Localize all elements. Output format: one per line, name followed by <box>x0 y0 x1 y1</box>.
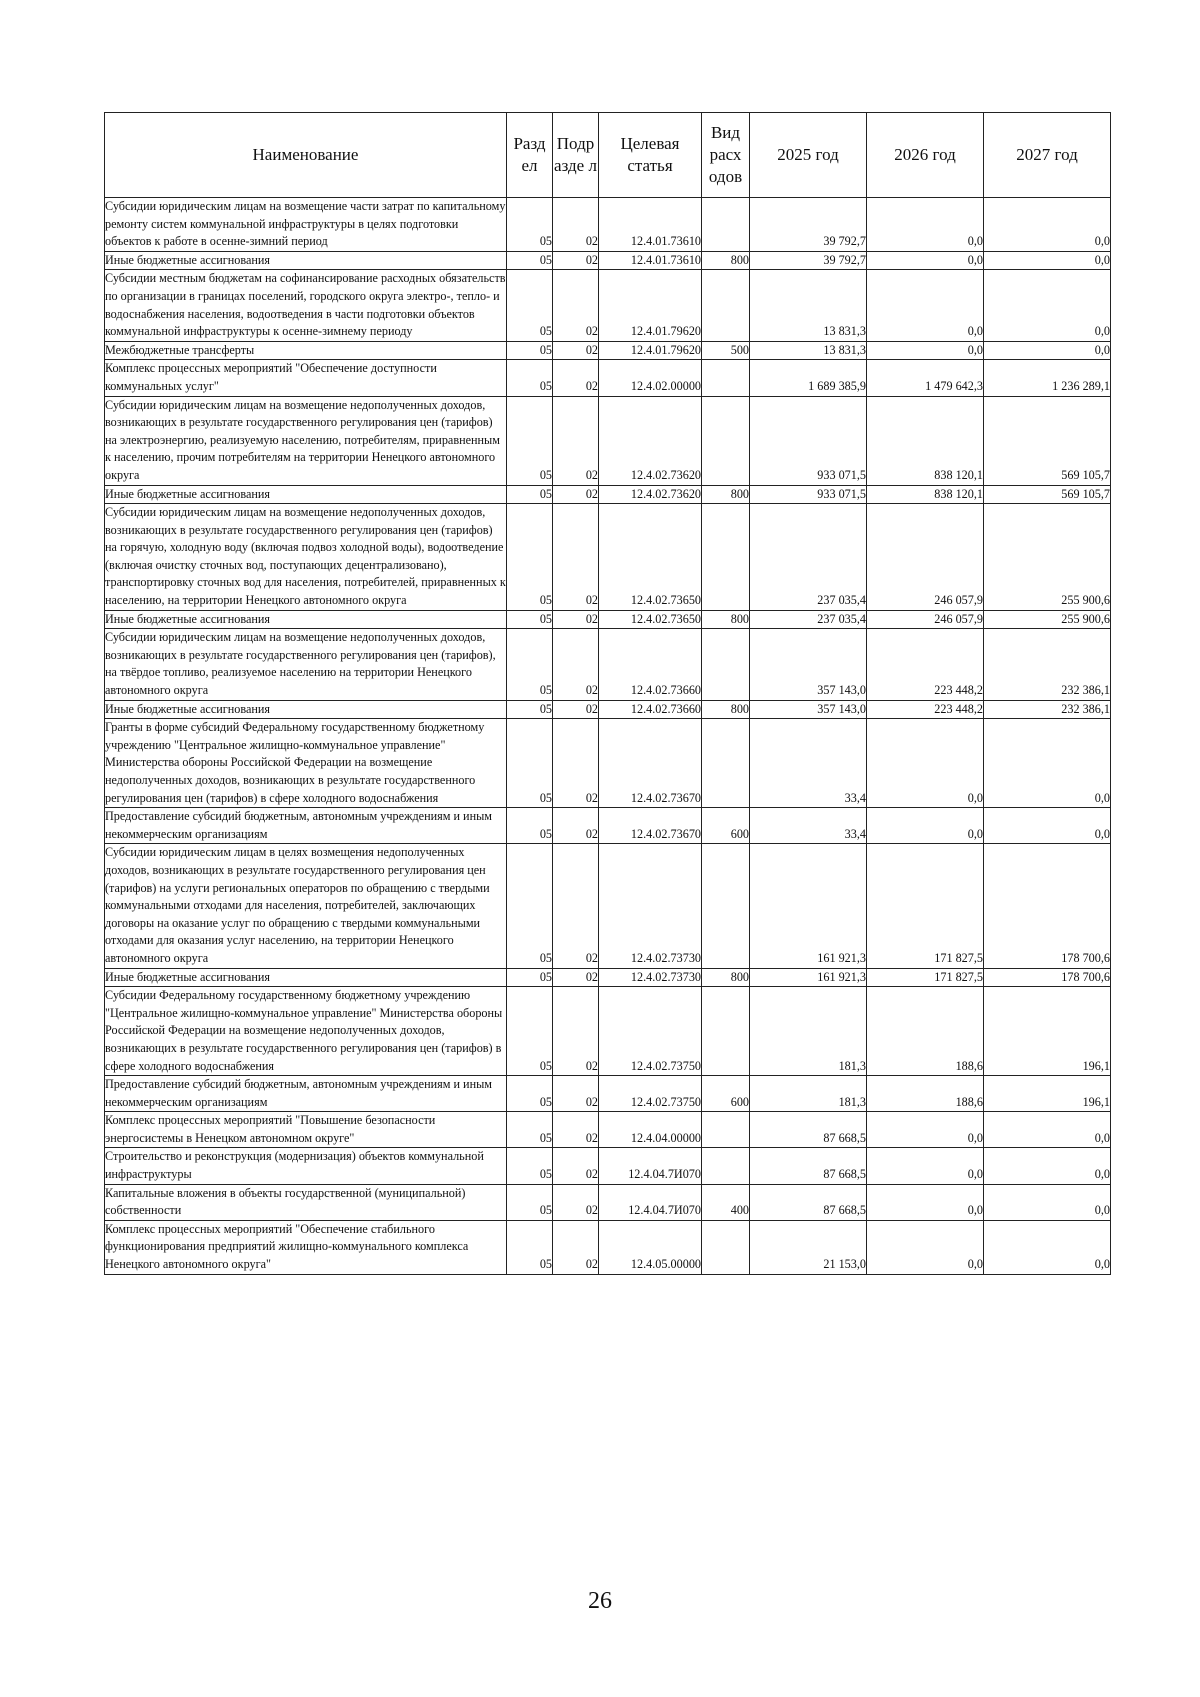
row-2027: 0,0 <box>984 1184 1111 1220</box>
row-2026: 223 448,2 <box>867 629 984 700</box>
row-2027: 255 900,6 <box>984 504 1111 611</box>
row-2027: 0,0 <box>984 198 1111 252</box>
row-expense-type: 800 <box>702 251 750 270</box>
row-name: Субсидии юридическим лицам на возмещение недополученных доходов, возникающих в результате государственного регулирования цен (тарифов) на горячую, холодную воду (включая подвоз холодной воды), водоотведение (включая очистку сточных вод, поступающих децентрализовано), транспортировку сточных вод для населения, потребителей, приравненных к населению, на территории Ненецкого автономного округа <box>105 504 507 611</box>
row-target: 12.4.04.7И070 <box>599 1184 702 1220</box>
row-subsection: 02 <box>553 629 599 700</box>
table-row <box>105 987 1111 1076</box>
row-target: 12.4.02.73650 <box>599 610 702 629</box>
row-expense-type <box>702 396 750 485</box>
row-target: 12.4.04.00000 <box>599 1112 702 1148</box>
table-row <box>105 1184 1111 1220</box>
row-2025: 237 035,4 <box>750 610 867 629</box>
row-name: Предоставление субсидий бюджетным, автономным учреждениям и иным некоммерческим организациям <box>105 1076 507 1112</box>
row-section: 05 <box>507 341 553 360</box>
table-row <box>105 396 1111 485</box>
row-section: 05 <box>507 968 553 987</box>
row-subsection: 02 <box>553 1220 599 1274</box>
row-expense-type <box>702 844 750 968</box>
table-row <box>105 1112 1111 1148</box>
row-2025: 357 143,0 <box>750 700 867 719</box>
row-target: 12.4.02.73750 <box>599 987 702 1076</box>
budget-table <box>104 112 1111 1275</box>
row-2027: 0,0 <box>984 1220 1111 1274</box>
table-row <box>105 504 1111 611</box>
row-subsection: 02 <box>553 270 599 341</box>
row-2027: 569 105,7 <box>984 396 1111 485</box>
row-expense-type <box>702 270 750 341</box>
row-target: 12.4.01.73610 <box>599 198 702 252</box>
row-2025: 39 792,7 <box>750 251 867 270</box>
row-name: Капитальные вложения в объекты государственной (муниципальной) собственности <box>105 1184 507 1220</box>
row-2027: 0,0 <box>984 1112 1111 1148</box>
row-2025: 161 921,3 <box>750 968 867 987</box>
row-target: 12.4.02.00000 <box>599 360 702 396</box>
row-name: Иные бюджетные ассигнования <box>105 700 507 719</box>
row-section: 05 <box>507 1220 553 1274</box>
row-2026: 0,0 <box>867 1184 984 1220</box>
row-2026: 246 057,9 <box>867 610 984 629</box>
row-2027: 569 105,7 <box>984 485 1111 504</box>
row-subsection: 02 <box>553 844 599 968</box>
row-target: 12.4.01.79620 <box>599 341 702 360</box>
row-2025: 13 831,3 <box>750 341 867 360</box>
row-2026: 0,0 <box>867 341 984 360</box>
table-row <box>105 270 1111 341</box>
row-2027: 232 386,1 <box>984 629 1111 700</box>
header-2026: 2026 год <box>867 113 984 198</box>
row-name: Субсидии местным бюджетам на софинансирование расходных обязательств по организации в границах поселений, городского округа электро-, тепло- и водоснабжения населения, водоотведения в части подготовки объектов коммунальной инфраструктуры к осенне-зимнему периоду <box>105 270 507 341</box>
row-target: 12.4.01.79620 <box>599 270 702 341</box>
row-expense-type <box>702 1112 750 1148</box>
row-target: 12.4.02.73660 <box>599 700 702 719</box>
row-2025: 13 831,3 <box>750 270 867 341</box>
row-2025: 181,3 <box>750 1076 867 1112</box>
table-row <box>105 629 1111 700</box>
row-name: Межбюджетные трансферты <box>105 341 507 360</box>
row-subsection: 02 <box>553 504 599 611</box>
table-row <box>105 719 1111 808</box>
row-section: 05 <box>507 396 553 485</box>
header-expense-type: Вид расх одов <box>702 113 750 198</box>
row-target: 12.4.05.00000 <box>599 1220 702 1274</box>
row-target: 12.4.02.73660 <box>599 629 702 700</box>
row-subsection: 02 <box>553 719 599 808</box>
row-2026: 0,0 <box>867 251 984 270</box>
row-expense-type: 600 <box>702 1076 750 1112</box>
row-2025: 87 668,5 <box>750 1184 867 1220</box>
row-name: Иные бюджетные ассигнования <box>105 251 507 270</box>
row-subsection: 02 <box>553 198 599 252</box>
row-2026: 0,0 <box>867 198 984 252</box>
row-2025: 1 689 385,9 <box>750 360 867 396</box>
row-2026: 0,0 <box>867 1148 984 1184</box>
row-subsection: 02 <box>553 341 599 360</box>
row-name: Строительство и реконструкция (модернизация) объектов коммунальной инфраструктуры <box>105 1148 507 1184</box>
row-2027: 255 900,6 <box>984 610 1111 629</box>
row-target: 12.4.01.73610 <box>599 251 702 270</box>
row-name: Иные бюджетные ассигнования <box>105 968 507 987</box>
row-2025: 357 143,0 <box>750 629 867 700</box>
header-target: Целевая статья <box>599 113 702 198</box>
row-name: Субсидии юридическим лицам на возмещение недополученных доходов, возникающих в результате государственного регулирования цен (тарифов), на твёрдое топливо, реализуемое населению на территории Ненецкого автономного округа <box>105 629 507 700</box>
table-row <box>105 968 1111 987</box>
row-expense-type <box>702 629 750 700</box>
row-name: Субсидии юридическим лицам на возмещение части затрат по капитальному ремонту систем коммунальной инфраструктуры в целях подготовки объектов к работе в осенне-зимний период <box>105 198 507 252</box>
row-section: 05 <box>507 1076 553 1112</box>
table-row <box>105 1148 1111 1184</box>
row-subsection: 02 <box>553 485 599 504</box>
row-2025: 181,3 <box>750 987 867 1076</box>
row-section: 05 <box>507 360 553 396</box>
row-section: 05 <box>507 610 553 629</box>
row-section: 05 <box>507 251 553 270</box>
row-expense-type <box>702 360 750 396</box>
row-2026: 0,0 <box>867 808 984 844</box>
row-target: 12.4.02.73670 <box>599 719 702 808</box>
row-2026: 0,0 <box>867 270 984 341</box>
row-2026: 0,0 <box>867 1220 984 1274</box>
row-2027: 0,0 <box>984 808 1111 844</box>
table-row <box>105 341 1111 360</box>
row-subsection: 02 <box>553 251 599 270</box>
row-2025: 87 668,5 <box>750 1148 867 1184</box>
row-2026: 171 827,5 <box>867 968 984 987</box>
row-section: 05 <box>507 504 553 611</box>
row-2026: 1 479 642,3 <box>867 360 984 396</box>
row-subsection: 02 <box>553 360 599 396</box>
table-row <box>105 1220 1111 1274</box>
row-2025: 33,4 <box>750 719 867 808</box>
row-expense-type: 600 <box>702 808 750 844</box>
row-name: Комплекс процессных мероприятий "Повышение безопасности энергосистемы в Ненецком автономном округе" <box>105 1112 507 1148</box>
row-subsection: 02 <box>553 987 599 1076</box>
table-row <box>105 844 1111 968</box>
row-subsection: 02 <box>553 1148 599 1184</box>
row-target: 12.4.02.73670 <box>599 808 702 844</box>
table-row <box>105 251 1111 270</box>
row-name: Субсидии Федеральному государственному бюджетному учреждению "Центральное жилищно-коммунальное управление" Министерства обороны Российской Федерации на возмещение недополученных доходов, возникающих в результате государственного регулирования цен (тарифов) в сфере холодного водоснабжения <box>105 987 507 1076</box>
table-row <box>105 610 1111 629</box>
row-subsection: 02 <box>553 396 599 485</box>
table-header-row <box>105 113 1111 198</box>
row-2025: 87 668,5 <box>750 1112 867 1148</box>
row-section: 05 <box>507 198 553 252</box>
row-2026: 171 827,5 <box>867 844 984 968</box>
row-section: 05 <box>507 1148 553 1184</box>
row-expense-type <box>702 987 750 1076</box>
table-body <box>105 198 1111 1275</box>
page-number: 26 <box>588 1588 612 1614</box>
row-2027: 0,0 <box>984 1148 1111 1184</box>
row-2027: 196,1 <box>984 1076 1111 1112</box>
row-name: Комплекс процессных мероприятий "Обеспечение доступности коммунальных услуг" <box>105 360 507 396</box>
row-name: Комплекс процессных мероприятий "Обеспечение стабильного функционирования предприятий жилищно-коммунального комплекса Ненецкого автономного округа" <box>105 1220 507 1274</box>
row-2027: 196,1 <box>984 987 1111 1076</box>
row-target: 12.4.02.73730 <box>599 968 702 987</box>
row-2025: 33,4 <box>750 808 867 844</box>
row-expense-type <box>702 1220 750 1274</box>
budget-sheet <box>104 112 1110 1275</box>
row-subsection: 02 <box>553 610 599 629</box>
row-2027: 232 386,1 <box>984 700 1111 719</box>
row-name: Иные бюджетные ассигнования <box>105 610 507 629</box>
row-name: Предоставление субсидий бюджетным, автономным учреждениям и иным некоммерческим организациям <box>105 808 507 844</box>
row-section: 05 <box>507 270 553 341</box>
row-2026: 0,0 <box>867 719 984 808</box>
row-target: 12.4.04.7И070 <box>599 1148 702 1184</box>
row-target: 12.4.02.73730 <box>599 844 702 968</box>
row-expense-type: 800 <box>702 485 750 504</box>
row-target: 12.4.02.73750 <box>599 1076 702 1112</box>
header-2025: 2025 год <box>750 113 867 198</box>
header-2027: 2027 год <box>984 113 1111 198</box>
row-2027: 178 700,6 <box>984 968 1111 987</box>
row-subsection: 02 <box>553 700 599 719</box>
row-2026: 188,6 <box>867 1076 984 1112</box>
row-section: 05 <box>507 485 553 504</box>
row-name: Иные бюджетные ассигнования <box>105 485 507 504</box>
row-section: 05 <box>507 1112 553 1148</box>
row-2027: 0,0 <box>984 341 1111 360</box>
table-row <box>105 198 1111 252</box>
row-section: 05 <box>507 987 553 1076</box>
row-name: Гранты в форме субсидий Федеральному государственному бюджетному учреждению "Центральное жилищно-коммунальное управление" Министерства обороны Российской Федерации на возмещение недополученных доходов, возникающих в результате государственного регулирования цен (тарифов) в сфере холодного водоснабжения <box>105 719 507 808</box>
header-name: Наименование <box>105 113 507 198</box>
row-2025: 21 153,0 <box>750 1220 867 1274</box>
table-row <box>105 1076 1111 1112</box>
row-2027: 1 236 289,1 <box>984 360 1111 396</box>
row-name: Субсидии юридическим лицам в целях возмещения недополученных доходов, возникающих в результате государственного регулирования цен (тарифов) на услуги региональных операторов по обращению с твердыми коммунальными отходами для населения, потребителей, заключающих договоры на оказание услуг по обращению с твердыми коммунальными отходами для оказания услуг населению, на территории Ненецкого автономного округа <box>105 844 507 968</box>
table-row <box>105 808 1111 844</box>
row-2027: 0,0 <box>984 270 1111 341</box>
row-2027: 178 700,6 <box>984 844 1111 968</box>
row-section: 05 <box>507 1184 553 1220</box>
row-subsection: 02 <box>553 1076 599 1112</box>
table-row <box>105 360 1111 396</box>
row-expense-type: 400 <box>702 1184 750 1220</box>
row-2025: 161 921,3 <box>750 844 867 968</box>
row-expense-type: 800 <box>702 700 750 719</box>
row-2025: 39 792,7 <box>750 198 867 252</box>
table-row <box>105 485 1111 504</box>
row-name: Субсидии юридическим лицам на возмещение недополученных доходов, возникающих в результате государственного регулирования цен (тарифов) на электроэнергию, реализуемую населению, потребителям, приравненным к населению, прочим потребителям на территории Ненецкого автономного округа <box>105 396 507 485</box>
row-2025: 237 035,4 <box>750 504 867 611</box>
table-row <box>105 700 1111 719</box>
row-target: 12.4.02.73620 <box>599 396 702 485</box>
header-subsection: Подр азде л <box>553 113 599 198</box>
row-2026: 838 120,1 <box>867 396 984 485</box>
row-subsection: 02 <box>553 968 599 987</box>
row-2027: 0,0 <box>984 719 1111 808</box>
row-expense-type <box>702 1148 750 1184</box>
row-2026: 0,0 <box>867 1112 984 1148</box>
row-2026: 838 120,1 <box>867 485 984 504</box>
row-2025: 933 071,5 <box>750 485 867 504</box>
row-2026: 188,6 <box>867 987 984 1076</box>
row-expense-type: 800 <box>702 968 750 987</box>
row-subsection: 02 <box>553 1112 599 1148</box>
row-expense-type <box>702 198 750 252</box>
row-2027: 0,0 <box>984 251 1111 270</box>
row-expense-type: 500 <box>702 341 750 360</box>
row-section: 05 <box>507 629 553 700</box>
row-expense-type: 800 <box>702 610 750 629</box>
row-section: 05 <box>507 844 553 968</box>
row-section: 05 <box>507 719 553 808</box>
row-expense-type <box>702 504 750 611</box>
row-2026: 223 448,2 <box>867 700 984 719</box>
row-subsection: 02 <box>553 808 599 844</box>
row-target: 12.4.02.73650 <box>599 504 702 611</box>
row-2026: 246 057,9 <box>867 504 984 611</box>
row-subsection: 02 <box>553 1184 599 1220</box>
row-target: 12.4.02.73620 <box>599 485 702 504</box>
row-section: 05 <box>507 700 553 719</box>
row-2025: 933 071,5 <box>750 396 867 485</box>
row-section: 05 <box>507 808 553 844</box>
header-section: Разд ел <box>507 113 553 198</box>
row-expense-type <box>702 719 750 808</box>
